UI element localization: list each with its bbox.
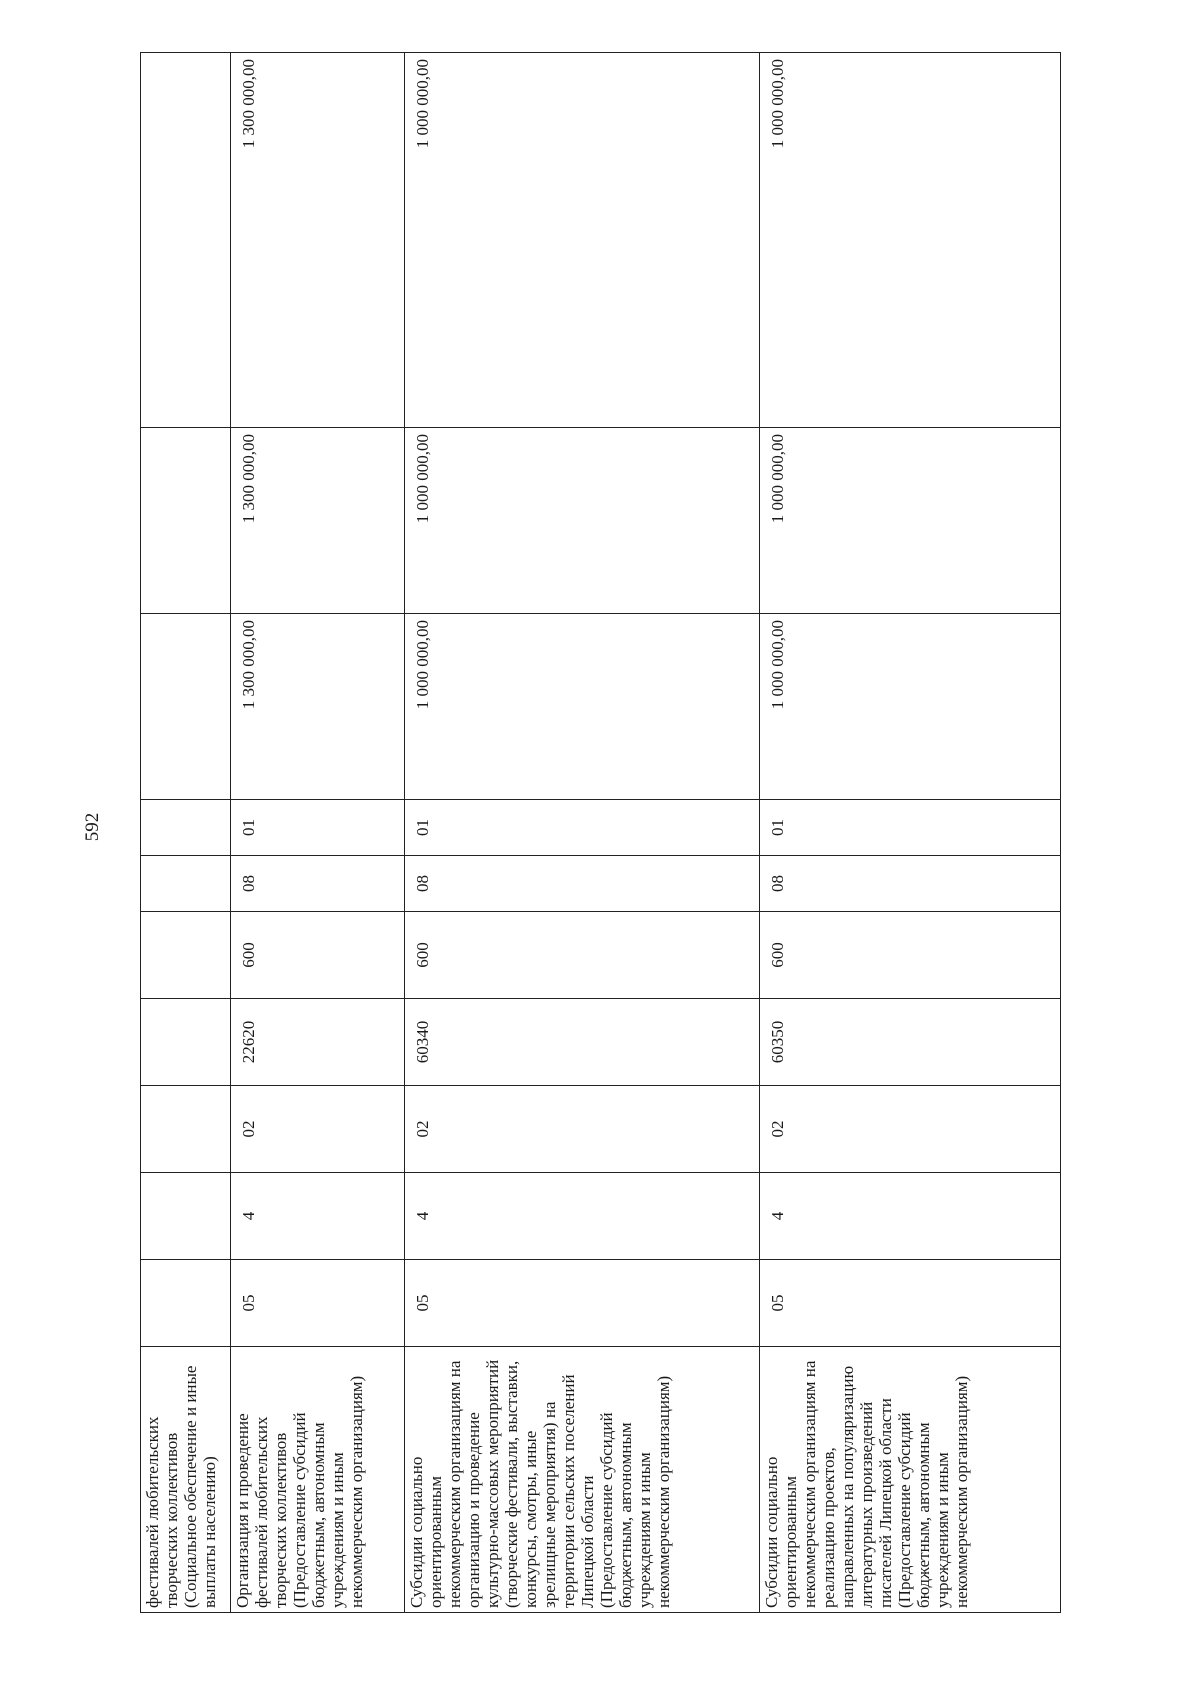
cell-code: 4 xyxy=(231,1173,405,1260)
cell-amount xyxy=(141,53,231,428)
cell-code: 02 xyxy=(405,1086,760,1173)
page-number: 592 xyxy=(82,812,103,842)
cell-code: 05 xyxy=(405,1260,760,1347)
cell-code xyxy=(141,1086,231,1173)
cell-code: 01 xyxy=(405,800,760,856)
cell-code: 4 xyxy=(760,1173,1061,1260)
cell-amount xyxy=(141,614,231,800)
cell-amount: 1 300 000,00 xyxy=(231,614,405,800)
cell-amount: 1 000 000,00 xyxy=(760,53,1061,428)
cell-amount: 1 000 000,00 xyxy=(405,428,760,614)
cell-code xyxy=(141,999,231,1086)
cell-code: 02 xyxy=(231,1086,405,1173)
cell-code: 02 xyxy=(760,1086,1061,1173)
cell-code xyxy=(141,912,231,999)
cell-code: 4 xyxy=(405,1173,760,1260)
cell-code: 600 xyxy=(405,912,760,999)
cell-amount: 1 300 000,00 xyxy=(231,53,405,428)
row-name: Организация и проведение фестивалей любительских творческих коллективов (Предоставление субсидий бюджетным, автономным учреждениям и иным некоммерческим организациям) xyxy=(231,1347,405,1613)
cell-code: 600 xyxy=(231,912,405,999)
table-row xyxy=(405,53,760,1613)
cell-code xyxy=(141,800,231,856)
row-name: фестивалей любительских творческих коллективов (Социальное обеспечение и иные выплаты населению) xyxy=(141,1347,231,1613)
cell-amount: 1 000 000,00 xyxy=(405,614,760,800)
row-name: Субсидии социально ориентированным некоммерческим организациям на организацию и проведение культурно-массовых мероприятий (творческие фестивали, выставки, конкурсы, смотры, иные зрелищные мероприятия) на территории сельских поселений Липецкой области (Предоставление субсидий бюджетным, автономным учреждениям и иным некоммерческим организациям) xyxy=(405,1347,760,1613)
table-row xyxy=(231,53,405,1613)
table-row xyxy=(760,53,1061,1613)
cell-code: 08 xyxy=(405,856,760,912)
cell-amount: 1 300 000,00 xyxy=(231,428,405,614)
cell-code: 08 xyxy=(760,856,1061,912)
row-name: Субсидии социально ориентированным некоммерческим организациям на реализацию проектов, направленных на популяризацию литературных произведений писателей Липецкой области (Предоставление субсидий бюджетным, автономным учреждениям и иным некоммерческим организациям) xyxy=(760,1347,1061,1613)
cell-code: 05 xyxy=(231,1260,405,1347)
table-row xyxy=(141,53,231,1613)
cell-code: 01 xyxy=(231,800,405,856)
budget-table-container xyxy=(140,53,1060,1613)
cell-amount: 1 000 000,00 xyxy=(405,53,760,428)
cell-code: 01 xyxy=(760,800,1061,856)
cell-amount xyxy=(141,428,231,614)
cell-amount: 1 000 000,00 xyxy=(760,614,1061,800)
cell-code xyxy=(141,856,231,912)
cell-code: 22620 xyxy=(231,999,405,1086)
cell-code: 05 xyxy=(760,1260,1061,1347)
cell-code: 60340 xyxy=(405,999,760,1086)
cell-code xyxy=(141,1173,231,1260)
cell-code: 60350 xyxy=(760,999,1061,1086)
budget-table xyxy=(140,52,1061,1613)
cell-code xyxy=(141,1260,231,1347)
cell-code: 600 xyxy=(760,912,1061,999)
cell-amount: 1 000 000,00 xyxy=(760,428,1061,614)
cell-code: 08 xyxy=(231,856,405,912)
